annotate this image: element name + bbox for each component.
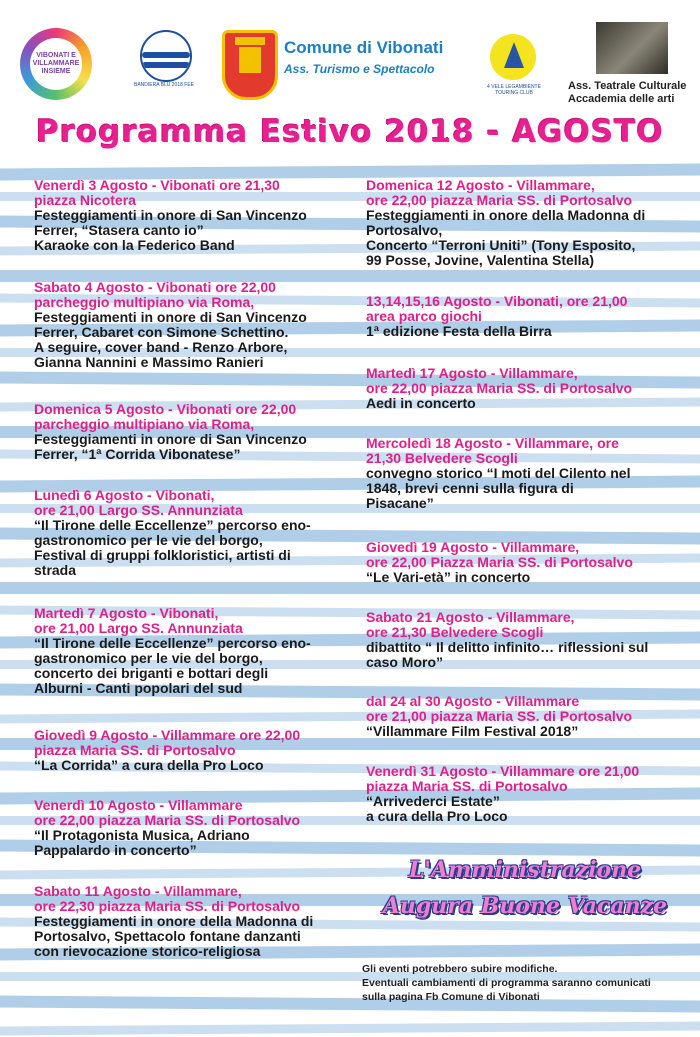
event-item — [34, 280, 352, 370]
page-title: Programma Estivo 2018 - AGOSTO — [36, 114, 664, 150]
event-description-line: Ferrer, “Stasera canto io” — [34, 222, 204, 238]
event-heading-line: Venerdì 31 Agosto - Villammare ore 21,00 — [366, 763, 640, 779]
event-item — [34, 884, 352, 959]
event-item — [366, 178, 686, 268]
event-item — [366, 436, 686, 511]
event-heading-line: parcheggio multipiano via Roma, — [34, 294, 255, 310]
event-description-line: Pisacane” — [366, 495, 434, 511]
event-item — [34, 798, 352, 858]
slogan — [360, 852, 690, 924]
blue-flag-logo-icon — [140, 30, 192, 82]
header — [0, 0, 700, 110]
comune-title: Comune di Vibonati — [284, 38, 444, 57]
event-heading-line: parcheggio multipiano via Roma, — [34, 416, 255, 432]
footnote-line1: Gli eventi potrebbero subire modifiche. — [362, 963, 558, 975]
event-description-line: A seguire, cover band - Renzo Arbore, — [34, 339, 288, 355]
event-description-line: caso Moro” — [366, 654, 444, 670]
event-heading-line: Venerdì 10 Agosto - Villammare — [34, 797, 243, 813]
event-heading-line: piazza Maria SS. di Portosalvo — [366, 778, 568, 794]
event-description-line: Alburni - Canti popolari del sud — [34, 680, 243, 696]
footnote — [362, 962, 692, 1004]
event-description-line: Festeggiamenti in onore di San Vincenzo — [34, 207, 307, 223]
event-description-line: “Il Tirone delle Eccellenze” percorso eno- — [34, 635, 311, 651]
event-heading-line: Domenica 12 Agosto - Villammare, — [366, 177, 595, 193]
event-heading-line: Giovedì 9 Agosto - Villammare ore 22,00 — [34, 727, 301, 743]
four-sails-logo-icon — [490, 34, 536, 80]
event-description-line: “Il Tirone delle Eccellenze” percorso eno- — [34, 517, 311, 533]
comune-subtitle: Ass. Turismo e Spettacolo — [284, 62, 435, 76]
event-heading-line: Martedì 17 Agosto - Villammare, — [366, 365, 578, 381]
event-description-line: “Il Protagonista Musica, Adriano — [34, 827, 250, 843]
event-description-line: “La Corrida” a cura della Pro Loco — [34, 757, 264, 773]
event-item — [34, 606, 352, 696]
event-heading-line: ore 22,00 Piazza Maria SS. di Portosalvo — [366, 554, 633, 570]
event-description-line: Festeggiamenti in onore di San Vincenzo — [34, 309, 307, 325]
event-heading-line: Giovedì 19 Agosto - Villammare, — [366, 539, 580, 555]
event-description-line: Aedi in concerto — [366, 395, 476, 411]
event-description-line: Portosalvo, Spettacolo fontane danzanti — [34, 928, 301, 944]
event-description-line: Karaoke con la Federico Band — [34, 237, 235, 253]
theatre-association-line1: Ass. Teatrale Culturale — [568, 80, 687, 92]
event-description-line: Ferrer, Cabaret con Simone Schettino. — [34, 324, 289, 340]
event-item — [34, 402, 352, 462]
event-heading-line: Mercoledì 18 Agosto - Villammare, ore — [366, 435, 619, 451]
event-description-line: concerto dei briganti e bottari degli — [34, 665, 269, 681]
event-heading-line: 21,30 Belvedere Scogli — [366, 450, 518, 466]
event-heading-line: ore 21,30 Belvedere Scogli — [366, 624, 544, 640]
event-description-line: dibattito “ Il delitto infinito… riflessioni sul — [366, 639, 649, 655]
vibonati-villammare-logo-icon — [20, 28, 92, 100]
footnote-line3: sulla pagina Fb Comune di Vibonati — [362, 991, 540, 1003]
event-description-line: 1848, brevi cenni sulla figura di — [366, 480, 574, 496]
event-heading-line: Venerdì 3 Agosto - Vibonati ore 21,30 — [34, 177, 280, 193]
event-description-line: “Villammare Film Festival 2018” — [366, 723, 579, 739]
event-description-line: Festeggiamenti in onore della Madonna di — [34, 913, 314, 929]
event-description-line: convegno storico “I moti del Cilento nel — [366, 465, 631, 481]
event-heading-line: Martedì 7 Agosto - Vibonati, — [34, 605, 219, 621]
event-description-line: strada — [34, 562, 77, 578]
event-item — [366, 610, 686, 670]
theatre-photo-icon — [596, 22, 668, 74]
event-heading-line: Sabato 4 Agosto - Vibonati ore 22,00 — [34, 279, 276, 295]
event-description-line: Ferrer, “1ª Corrida Vibonatese” — [34, 446, 241, 462]
logo-vibonati-text: VIBONATI E VILLAMMARE INSIEME — [32, 52, 80, 75]
event-heading-line: ore 22,30 piazza Maria SS. di Portosalvo — [34, 898, 301, 914]
event-heading-line: ore 22,00 piazza Maria SS. di Portosalvo — [366, 380, 633, 396]
event-heading-line: ore 21,00 Largo SS. Annunziata — [34, 502, 243, 518]
event-item — [366, 764, 686, 824]
blue-flag-caption: BANDIERA BLU 2018 FEE — [133, 82, 195, 88]
event-description-line: Portosalvo, — [366, 222, 443, 238]
event-item — [34, 728, 352, 773]
event-heading-line: ore 22,00 piazza Maria SS. di Portosalvo — [34, 812, 301, 828]
four-sails-caption: 4 VELE LEGAMBIENTE TOURING CLUB — [487, 84, 541, 96]
event-description-line: 1ª edizione Festa della Birra — [366, 323, 552, 339]
event-description-line: Pappalardo in concerto” — [34, 842, 197, 858]
event-heading-line: area parco giochi — [366, 308, 482, 324]
event-description-line: gastronomico per le vie del borgo, — [34, 532, 263, 548]
event-description-line: Concerto “Terroni Uniti” (Tony Esposito, — [366, 237, 636, 253]
event-heading-line: ore 21,00 Largo SS. Annunziata — [34, 620, 243, 636]
event-heading-line: ore 21,00 piazza Maria SS. di Portosalvo — [366, 708, 633, 724]
event-description-line: 99 Posse, Jovine, Valentina Stella) — [366, 252, 594, 268]
comune-crest-icon — [222, 30, 278, 100]
event-description-line: Festeggiamenti in onore di San Vincenzo — [34, 431, 307, 447]
slogan-line1: L'Amministrazione — [408, 857, 642, 883]
event-item — [366, 694, 686, 739]
event-heading-line: ore 22,00 piazza Maria SS. di Portosalvo — [366, 192, 633, 208]
event-heading-line: Lunedì 6 Agosto - Vibonati, — [34, 487, 215, 503]
slogan-line2: Augura Buone Vacanze — [382, 893, 668, 919]
event-heading-line: piazza Nicotera — [34, 192, 136, 208]
footnote-line2: Eventuali cambiamenti di programma saranno comunicati — [362, 977, 651, 989]
event-description-line: “Le Vari-età” in concerto — [366, 569, 531, 585]
event-item — [366, 540, 686, 585]
event-item — [34, 488, 352, 578]
event-description-line: a cura della Pro Loco — [366, 808, 508, 824]
event-description-line: “Arrivederci Estate” — [366, 793, 500, 809]
event-heading-line: piazza Maria SS. di Portosalvo — [34, 742, 236, 758]
event-heading-line: Domenica 5 Agosto - Vibonati ore 22,00 — [34, 401, 297, 417]
event-description-line: Festeggiamenti in onore della Madonna di — [366, 207, 646, 223]
event-item — [34, 178, 352, 253]
event-description-line: Festival di gruppi folkloristici, artisti di — [34, 547, 291, 563]
wave-stripe — [0, 1021, 700, 1035]
event-heading-line: dal 24 al 30 Agosto - Villammare — [366, 693, 580, 709]
event-description-line: gastronomico per le vie del borgo, — [34, 650, 263, 666]
event-item — [366, 366, 686, 411]
event-description-line: Gianna Nannini e Massimo Ranieri — [34, 354, 264, 370]
theatre-association-line2: Accademia delle arti — [568, 93, 675, 105]
theatre-association — [568, 80, 692, 106]
event-description-line: con rievocazione storico-religiosa — [34, 943, 261, 959]
event-heading-line: 13,14,15,16 Agosto - Vibonati, ore 21,00 — [366, 293, 628, 309]
event-item — [366, 294, 686, 339]
event-heading-line: Sabato 21 Agosto - Villammare, — [366, 609, 575, 625]
event-heading-line: Sabato 11 Agosto - Villammare, — [34, 883, 242, 899]
